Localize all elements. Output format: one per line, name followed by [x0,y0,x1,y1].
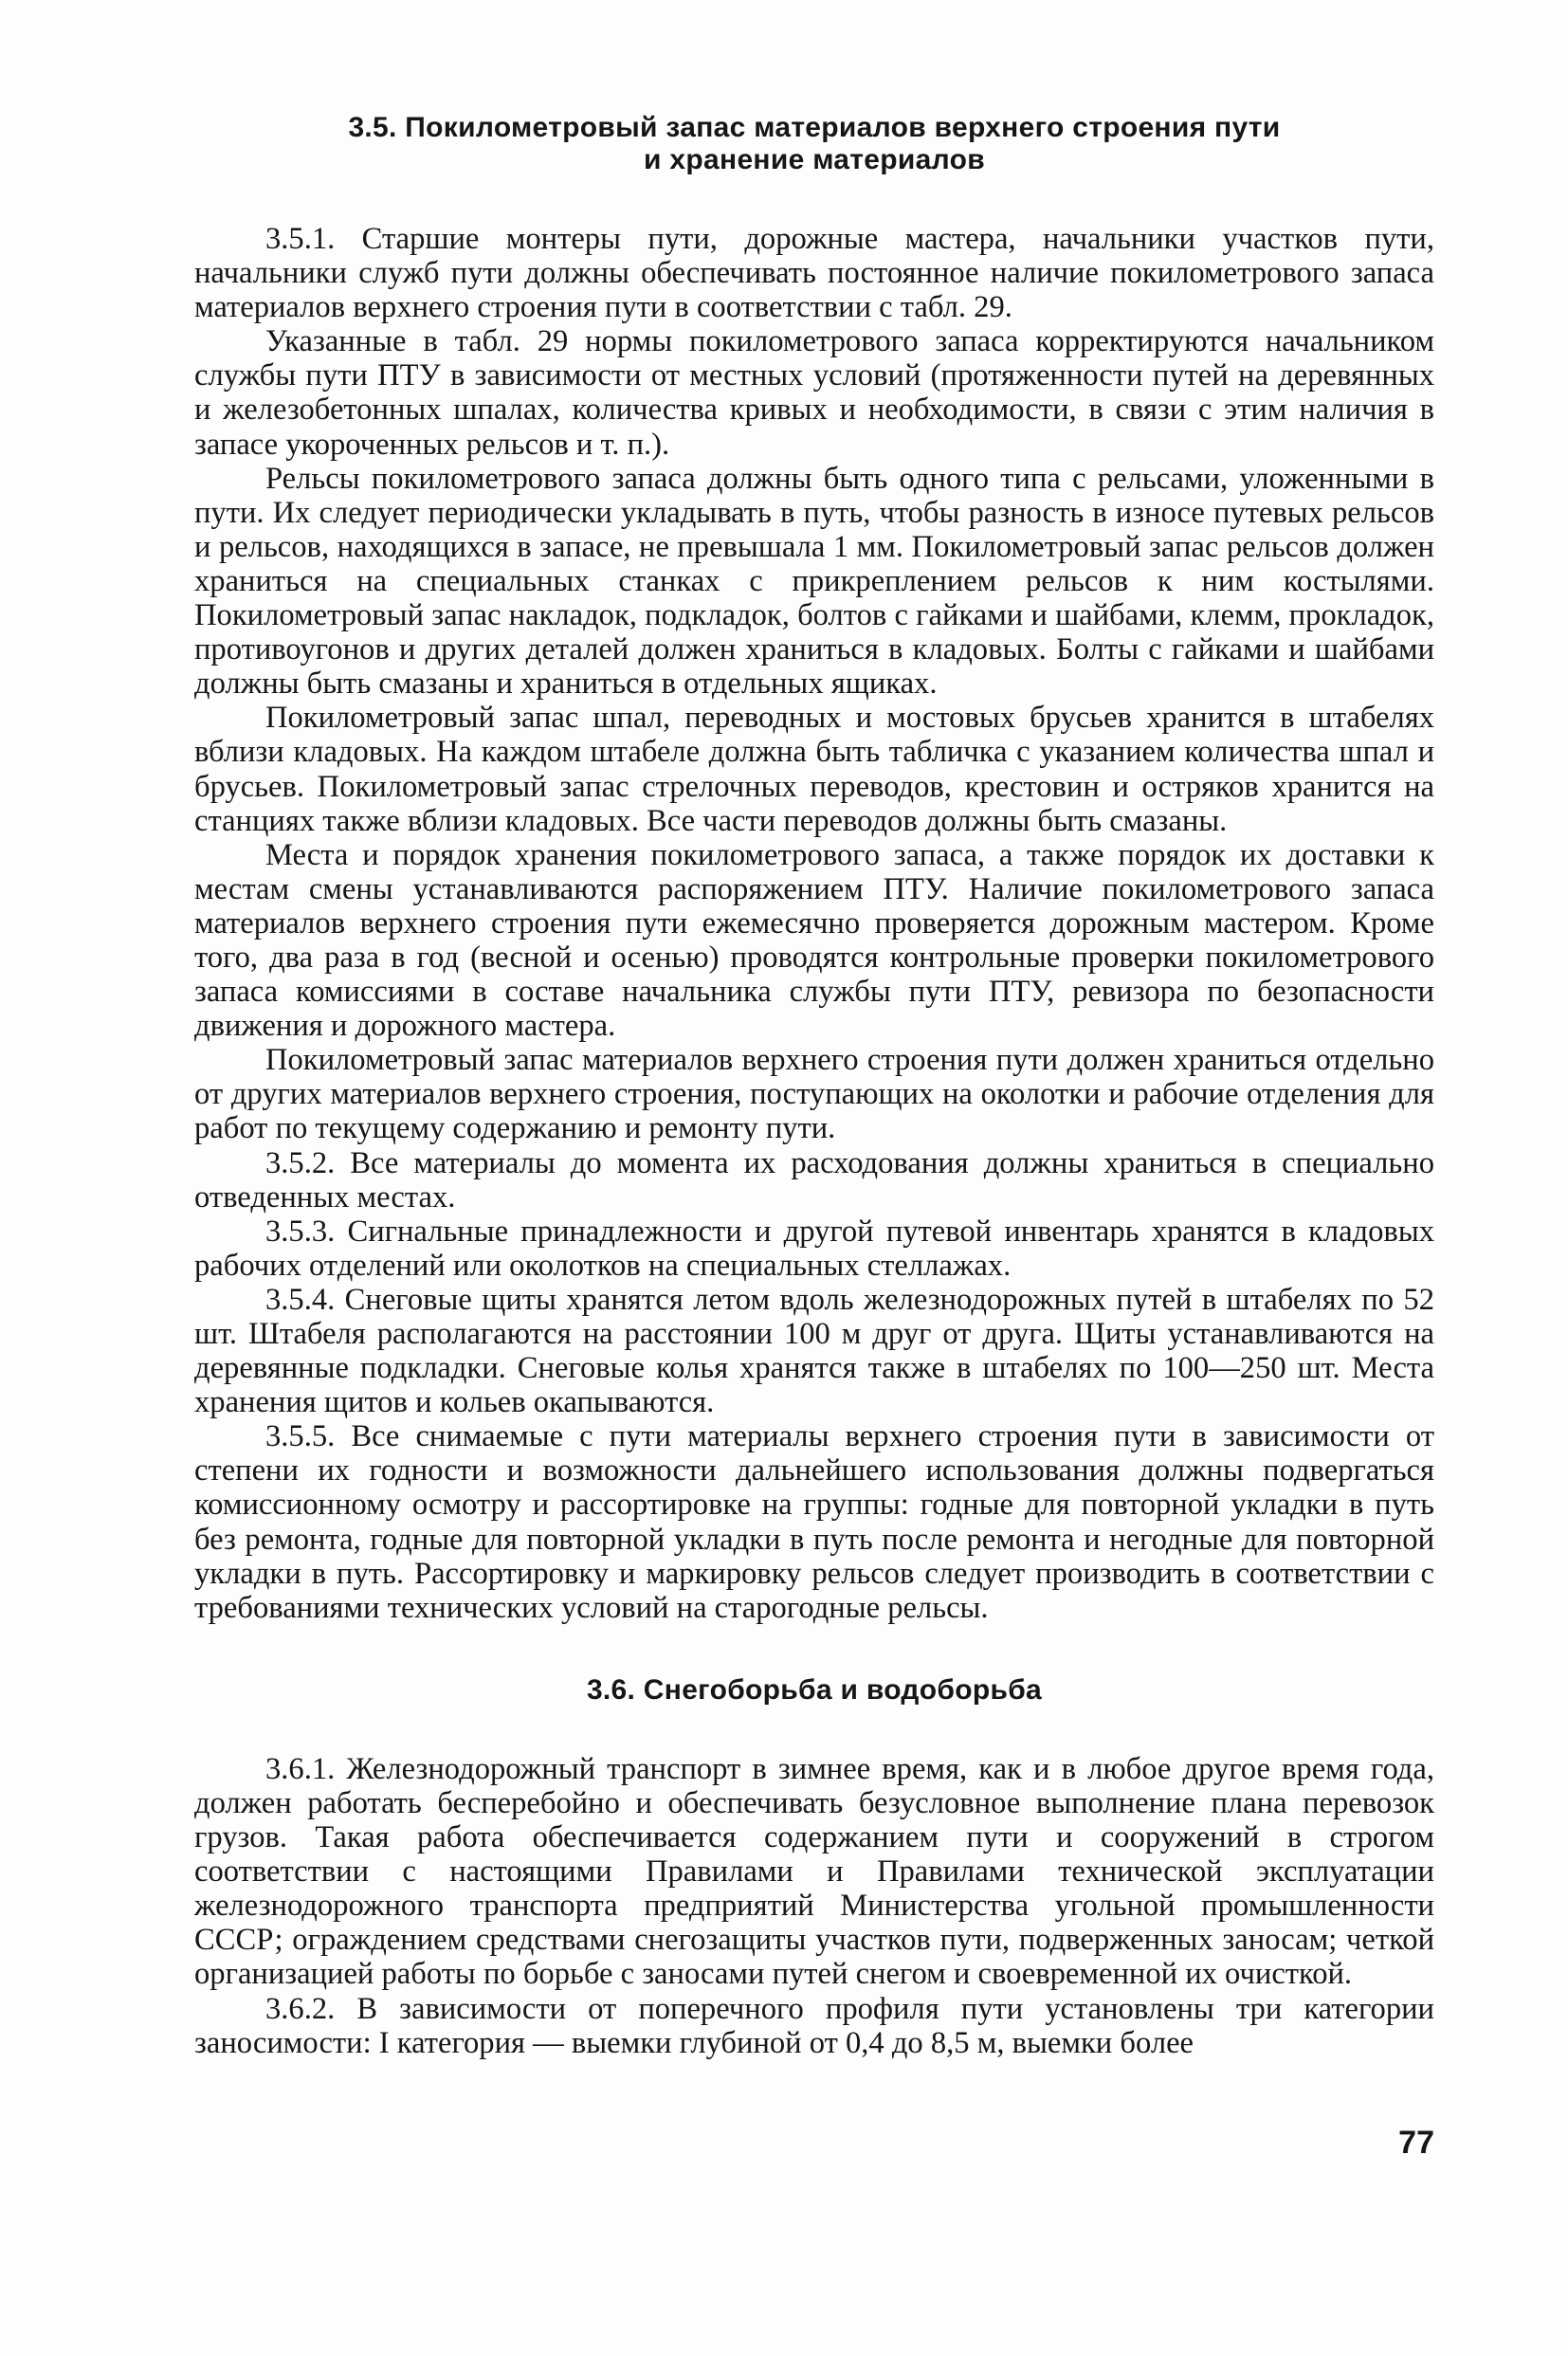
section-title-3-5 [194,112,1434,176]
paragraph-3-5-1: 3.5.1. Старшие монтеры пути, дорожные мастера, начальники участков пути, начальники служб пути должны обеспечивать постоянное наличие покилометрового запаса материалов верхнего строения пути в соответствии с табл. 29. [194,222,1434,325]
section-title-line-1: 3.5. Покилометровый запас материалов верхнего строения пути [348,112,1281,143]
paragraph-separate-storage: Покилометровый запас материалов верхнего строения пути должен храниться отдельно от других материалов верхнего строения, поступающих на околотки и рабочие отделения для работ по текущему содержанию и ремонту пути. [194,1043,1434,1146]
paragraph-rails: Рельсы покилометрового запаса должны быть одного типа с рельсами, уложенными в пути. Их следует периодически укладывать в путь, чтобы разность в износе путевых рельсов и рельсов, находящихся в запасе, не превышала 1 мм. Покилометровый запас рельсов должен храниться на специальных станках с прикреплением рельсов к ним костылями. Покилометровый запас накладок, подкладок, болтов с гайками и шайбами, клемм, прокладок, противоугонов и других деталей должен храниться в кладовых. Болты с гайками и шайбами должны быть смазаны и храниться в отдельных ящиках. [194,461,1434,702]
spacer [194,1625,1434,1674]
paragraph-norms: Указанные в табл. 29 нормы покилометрового запаса корректируются начальником службы пути ПТУ в зависимости от местных условий (протяженности путей на деревянных и железобетонных шпалах, количества кривых и необходимости, в связи с этим наличия в запасе укороченных рельсов и т. п.). [194,324,1434,462]
paragraph-3-5-3: 3.5.3. Сигнальные принадлежности и другой путевой инвентарь хранятся в кладовых рабочих отделений или околотков на специальных стеллажах. [194,1214,1434,1283]
text-column [194,112,1434,2060]
paragraph-sleepers: Покилометровый запас шпал, переводных и мостовых брусьев хранится в штабелях вблизи кладовых. На каждом штабеле должна быть табличка с указанием количества шпал и брусьев. Покилометровый запас стрелочных переводов, крестовин и остряков хранится на станциях также вблизи кладовых. Все части переводов должны быть смазаны. [194,701,1434,838]
paragraph-3-5-2: 3.5.2. Все материалы до момента их расходования должны храниться в специально отведенных местах. [194,1145,1434,1215]
section-title-line-2: и хранение материалов [644,144,985,175]
section-title-3-6: 3.6. Снегоборьба и водоборьба [586,1673,1043,1706]
paragraph-storage-order: Места и порядок хранения покилометрового запаса, а также порядок их доставки к местам смены устанавливаются распоряжением ПТУ. Наличие покилометрового запаса материалов верхнего строения пути ежемесячно проверяется дорожным мастером. Кроме того, два раза в год (весной и осенью) проводятся контрольные проверки покилометрового запаса комиссиями в составе начальника службы пути ПТУ, ревизора по безопасности движения и дорожного мастера. [194,837,1434,1044]
paragraph-3-5-5: 3.5.5. Все снимаемые с пути материалы верхнего строения пути в зависимости от степени их годности и возможности дальнейшего использования должны подвергаться комиссионному осмотру и рассортировке на группы: годные для повторной укладки в путь без ремонта, годные для повторной укладки в путь после ремонта и негодные для повторной укладки в путь. Рассортировку и маркировку рельсов следует производить в соответствии с требованиями технических условий на старогодные рельсы. [194,1419,1434,1625]
paragraph-3-6-2: 3.6.2. В зависимости от поперечного профиля пути установлены три категории заносимости: I категория — выемки глубиной от 0,4 до 8,5 м, выемки более [194,1991,1434,2060]
paragraph-3-6-1: 3.6.1. Железнодорожный транспорт в зимнее время, как и в любое другое время года, должен работать бесперебойно и обеспечивать безусловное выполнение плана перевозок грузов. Такая работа обеспечивается содержанием пути и сооружений в строгом соответствии с настоящими Правилами и Правилами технической эксплуатации железнодорожного транспорта предприятий Министерства угольной промышленности СССР; ограждением средствами снегозащиты участков пути, подверженных заносам; четкой организацией работы по борьбе с заносами путей снегом и своевременной их очисткой. [194,1751,1434,1992]
spacer [194,176,1434,222]
paragraph-3-5-4: 3.5.4. Снеговые щиты хранятся летом вдоль железнодорожных путей в штабелях по 52 шт. Штабеля располагаются на расстоянии 100 м друг от друга. Щиты устанавливаются на деревянные подкладки. Снеговые колья хранятся также в штабелях по 100—250 шт. Места хранения щитов и кольев окапываются. [194,1282,1434,1420]
page-number: 77 [1398,2125,1434,2161]
spacer [194,1707,1434,1752]
